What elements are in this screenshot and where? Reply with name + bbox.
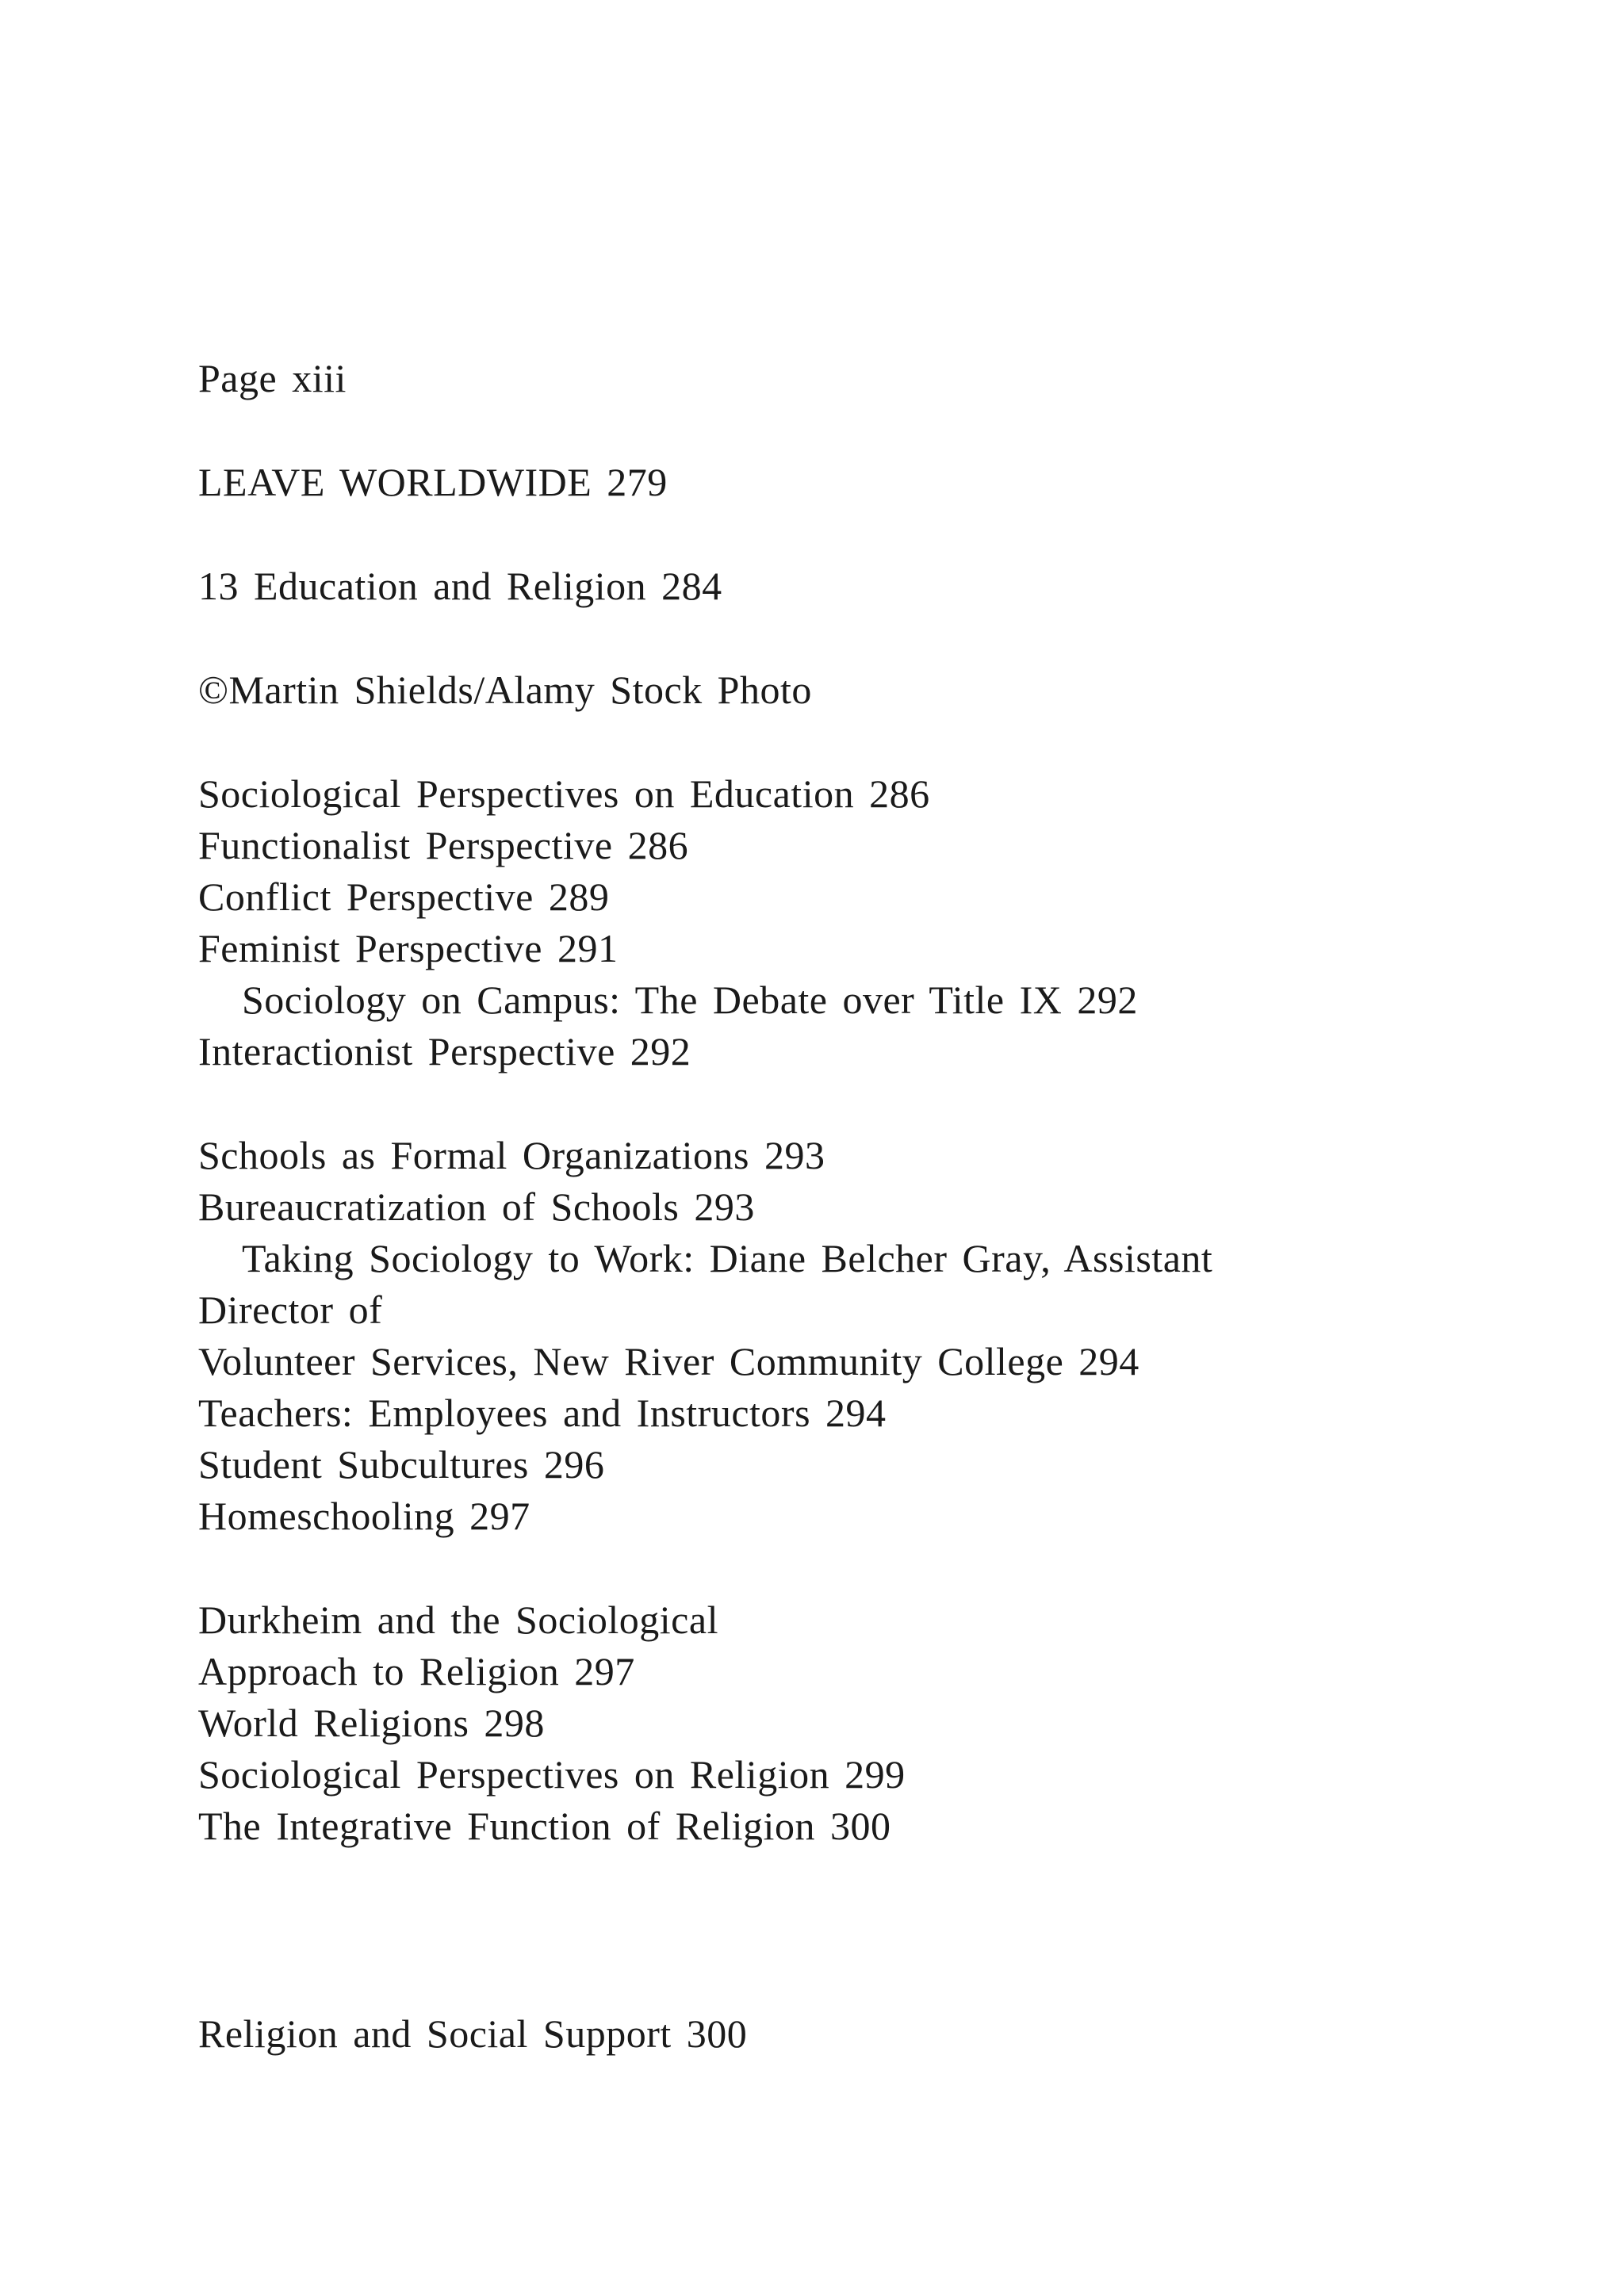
- toc-line: Teachers: Employees and Instructors 294: [198, 1391, 887, 1435]
- toc-line: World Religions 298: [198, 1701, 545, 1745]
- toc-line: LEAVE WORLDWIDE 279: [198, 460, 668, 504]
- toc-line: Feminist Perspective 291: [198, 926, 619, 970]
- toc-line: Religion and Social Support 300: [198, 2011, 748, 2056]
- toc-line: Homeschooling 297: [198, 1494, 530, 1538]
- toc-line: Sociological Perspectives on Religion 299: [198, 1752, 906, 1797]
- toc-line: Director of: [198, 1288, 383, 1332]
- section-heading: Sociological Perspectives on Education 286: [198, 771, 930, 816]
- toc-line: Conflict Perspective 289: [198, 874, 610, 919]
- section-heading: Durkheim and the Sociological: [198, 1598, 718, 1642]
- section-heading-cont: Approach to Religion 297: [198, 1649, 635, 1693]
- toc-line: Student Subcultures 296: [198, 1442, 605, 1487]
- section-heading: Schools as Formal Organizations 293: [198, 1133, 825, 1177]
- toc-line: The Integrative Function of Religion 300: [198, 1804, 891, 1848]
- toc-feature-line: Sociology on Campus: The Debate over Title IX 292: [242, 978, 1138, 1022]
- toc-line: Bureaucratization of Schools 293: [198, 1184, 755, 1229]
- toc-line: Volunteer Services, New River Community College 294: [198, 1339, 1139, 1383]
- toc-line: Interactionist Perspective 292: [198, 1029, 691, 1073]
- toc-feature-line: Taking Sociology to Work: Diane Belcher Gray, Assistant: [242, 1236, 1213, 1280]
- photo-credit: ©Martin Shields/Alamy Stock Photo: [198, 668, 812, 712]
- toc-line: Functionalist Perspective 286: [198, 823, 689, 867]
- page-header: Page xiii: [198, 356, 347, 400]
- chapter-title: 13 Education and Religion 284: [198, 564, 722, 608]
